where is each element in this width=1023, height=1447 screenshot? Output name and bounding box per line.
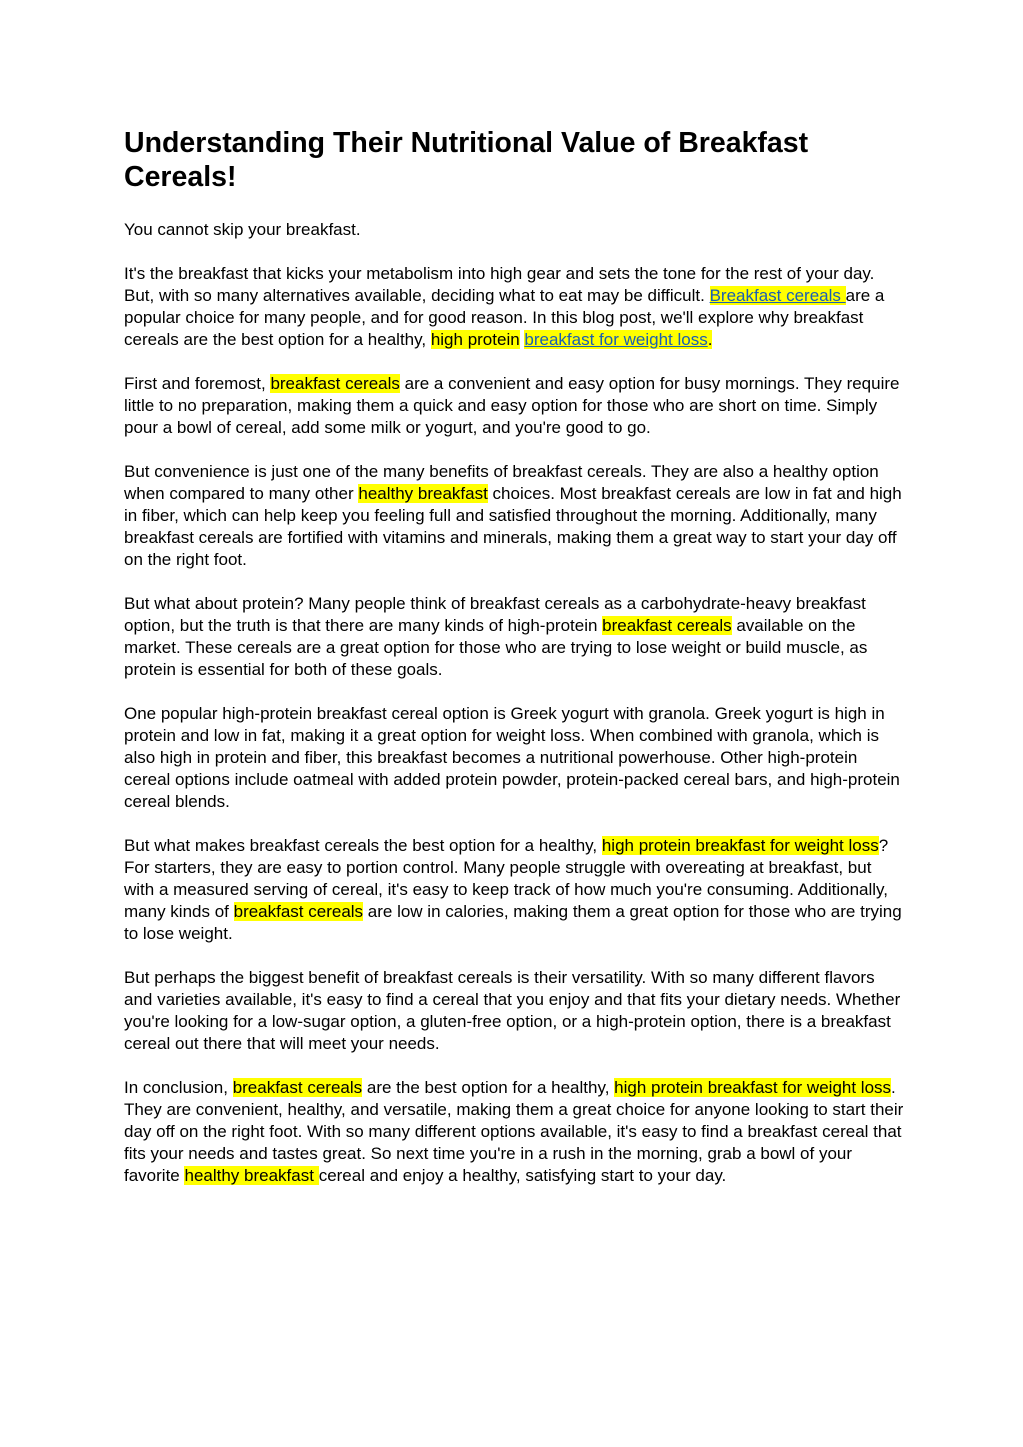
highlight-breakfast-cereals: breakfast cereals [270,374,400,393]
title-line-2: Cereals! [124,161,237,193]
text-run: are a convenient and easy option for busy mornings. They require little to no preparation, making them a quick and easy option for those who are short on time. Simply pour a bowl of cereal, add some milk or yogurt, and you're good to go. [124,374,900,437]
paragraph-7: But perhaps the biggest benefit of breakfast cereals is their versatility. With so many different flavors and varieties available, it's easy to find a cereal that you enjoy and that fits your dietary needs. Whether you're looking for a low-sugar option, a gluten-free option, or a high-protein option, there is a breakfast cereal out there that will meet your needs. [124,968,901,1053]
text-run: choices. Most breakfast cereals are low in fat and high in fiber, which can help keep you feeling full and satisfied throughout the morning. Additionally, many breakfast cereals are fortified with vitamins and minerals, making them a great way to start your day off on the right foot. [124,484,902,569]
text-run: It's the breakfast that kicks your metabolism into high gear and sets the tone for the rest of your day. But, with so many alternatives available, deciding what to eat may be difficult. [124,264,875,305]
highlight-high-protein-breakfast: high protein breakfast for weight loss [601,836,879,855]
text-run: But what makes breakfast cereals the best option for a healthy, [124,836,602,855]
text-run: are a popular choice for many people, and for good reason. In this blog post, we'll explore why breakfast cereals are the best option for a healthy, [124,286,885,349]
highlight-healthy-breakfast: healthy breakfast [184,1166,319,1185]
paragraph-6 [124,835,904,945]
text-run: available on the market. These cereals are a great option for those who are trying to lose weight or build muscle, as protein is essential for both of these goals. [124,616,868,679]
text-run: But what about protein? Many people think of breakfast cereals as a carbohydrate-heavy breakfast option, but the truth is that there are many kinds of high-protein [124,594,866,635]
text-run: First and foremost, [124,374,271,393]
breakfast-cereals-link[interactable]: Breakfast cereals [709,286,846,305]
highlight-breakfast-cereals: breakfast cereals [602,616,732,635]
text-run: . They are convenient, healthy, and versatile, making them a great choice for anyone looking to start their day off on the right foot. With so many different options available, it's easy to find a breakfast cereal that fits your needs and tastes great. So next time you're in a rush in the morning, grab a bowl of your favorite [124,1078,904,1185]
paragraph-1 [124,263,904,351]
highlight-breakfast-cereals: breakfast cereals [232,1078,363,1097]
text-run: are the best option for a healthy, [362,1078,615,1097]
paragraph-5: One popular high-protein breakfast cereal option is Greek yogurt with granola. Greek yogurt is high in protein and low in fat, making it a great option for weight loss. When combined with granola, which is also high in protein and fiber, this breakfast becomes a nutritional powerhouse. Other high-protein cereal options include oatmeal with added protein powder, protein-packed cereal bars, and high-protein cereal blends. [124,704,900,811]
paragraph-3 [124,461,904,571]
highlight-breakfast-cereals: breakfast cereals [233,902,364,921]
paragraph-2 [124,373,904,439]
text-run: cereal and enjoy a healthy, satisfying start to your day. [318,1166,727,1185]
breakfast-for-weight-loss-link[interactable]: breakfast for weight loss [524,330,708,349]
highlight-high-protein: high protein [430,330,520,349]
paragraph-4 [124,593,904,681]
paragraph-8 [124,1077,904,1187]
text-run: . [707,330,713,349]
title-line-1: Understanding Their Nutritional Value of Breakfast [124,127,809,159]
document-page [124,126,904,1187]
highlight-healthy-breakfast: healthy breakfast [358,484,488,503]
highlight-high-protein-breakfast: high protein breakfast for weight loss [614,1078,892,1097]
text-run: ? For starters, they are easy to portion control. Many people struggle with overeating at breakfast, but with a measured serving of cereal, it's easy to keep track of how much you're consuming. Additionally, many kinds of [124,836,889,921]
text-run: But convenience is just one of the many benefits of breakfast cereals. They are also a healthy option when compared to many other [124,462,879,503]
text-run: In conclusion, [124,1078,233,1097]
text-run: are low in calories, making them a great option for those who are trying to lose weight. [124,902,902,943]
page-title [124,126,904,194]
paragraph-intro: You cannot skip your breakfast. [124,220,361,239]
